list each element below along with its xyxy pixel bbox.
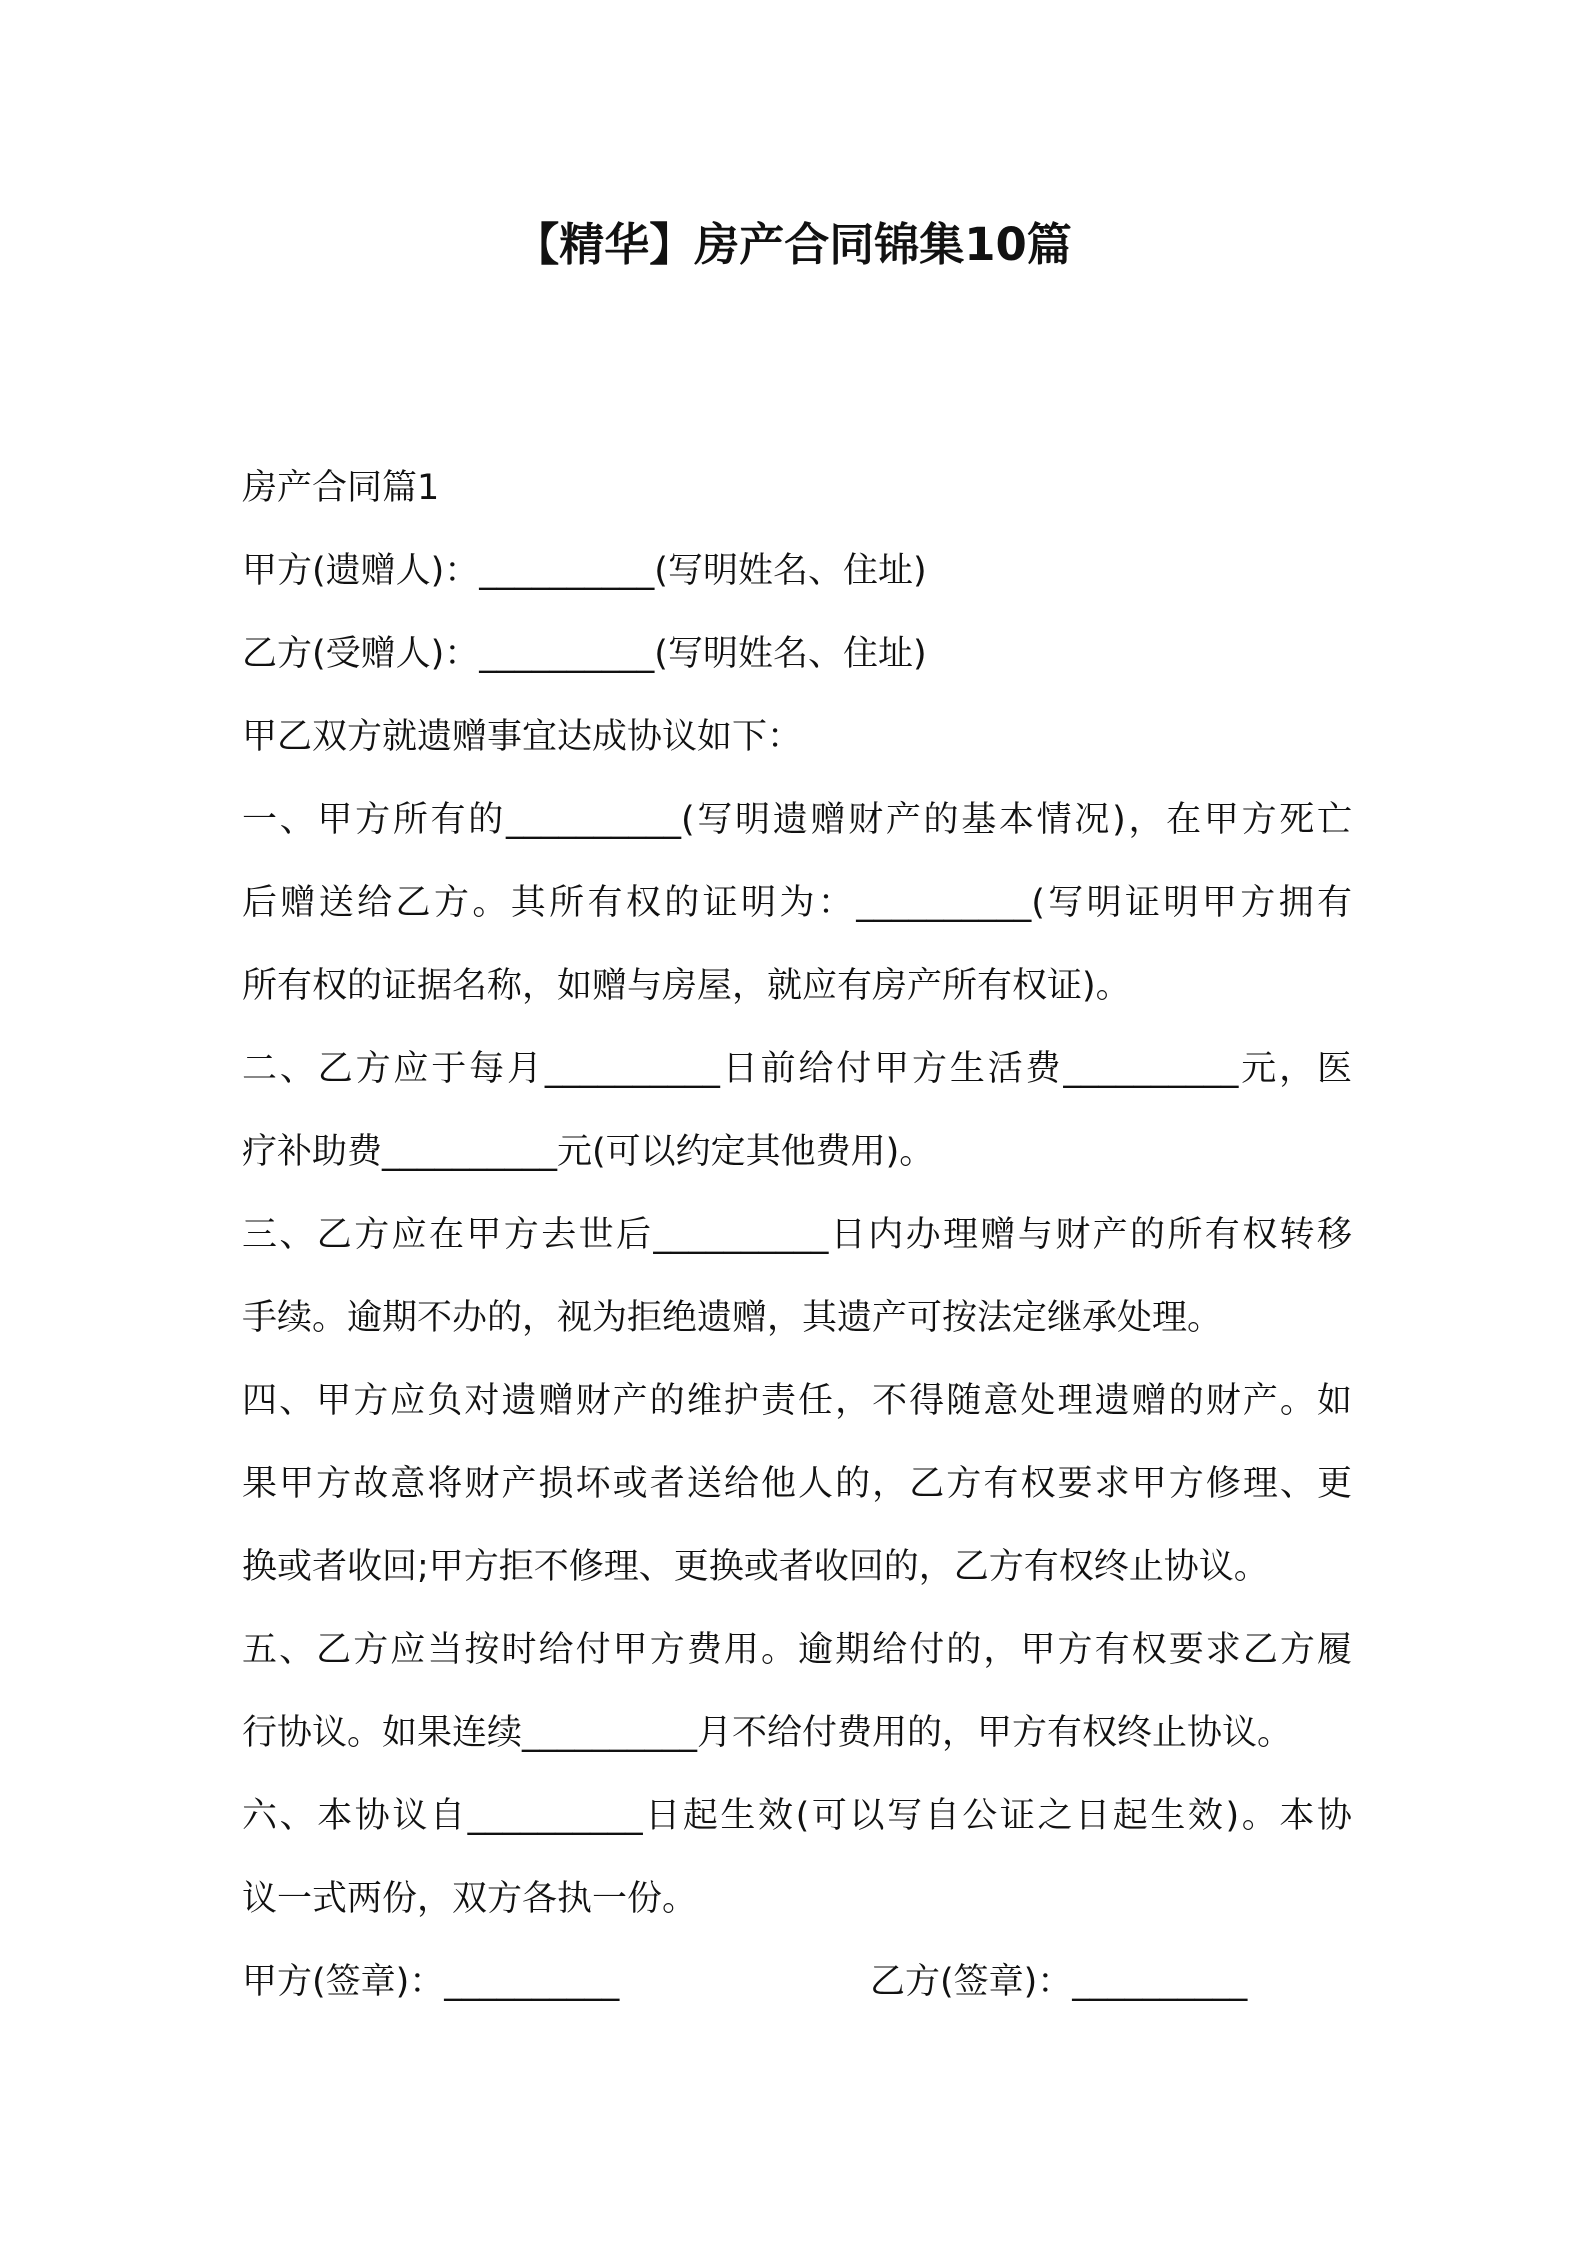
clause-5-line-1: 五、乙方应当按时给付甲方费用。逾期给付的，甲方有权要求乙方履 xyxy=(242,1630,1352,1670)
clause-5-line-2: 行协议。如果连续__________月不给付费用的，甲方有权终止协议。 xyxy=(242,1713,1293,1753)
clause-4-line-3: 换或者收回;甲方拒不修理、更换或者收回的，乙方有权终止协议。 xyxy=(242,1547,1269,1587)
clause-6-line-2: 议一式两份，双方各执一份。 xyxy=(242,1879,698,1919)
clause-2-line-1: 二、乙方应于每月__________日前给付甲方生活费__________元，医 xyxy=(242,1049,1352,1089)
clause-1-line-1: 一、甲方所有的__________(写明遗赠财产的基本情况)，在甲方死亡 xyxy=(242,800,1352,840)
clause-6-line-1: 六、本协议自__________日起生效(可以写自公证之日起生效)。本协 xyxy=(242,1796,1352,1836)
signature-row xyxy=(242,1941,1352,2024)
clause-1-line-2: 后赠送给乙方。其所有权的证明为：__________(写明证明甲方拥有 xyxy=(242,883,1352,923)
party-a-signature: 甲方(签章)：__________ xyxy=(242,1962,620,2002)
clause-3-line-1: 三、乙方应在甲方去世后__________日内办理赠与财产的所有权转移 xyxy=(242,1215,1352,1255)
agreement-intro: 甲乙双方就遗赠事宜达成协议如下： xyxy=(242,717,803,757)
clause-4-line-2: 果甲方故意将财产损坏或者送给他人的，乙方有权要求甲方修理、更 xyxy=(242,1464,1352,1504)
party-a-line: 甲方(遗赠人)：__________(写明姓名、住址) xyxy=(242,551,927,591)
party-b-signature: 乙方(签章)：__________ xyxy=(870,1962,1248,2002)
party-b-line: 乙方(受赠人)：__________(写明姓名、住址) xyxy=(242,634,927,674)
clause-1-line-3: 所有权的证据名称，如赠与房屋，就应有房产所有权证)。 xyxy=(242,966,1131,1006)
document-body xyxy=(242,447,1352,2024)
clause-3-line-2: 手续。逾期不办的，视为拒绝遗赠，其遗产可按法定继承处理。 xyxy=(242,1298,1223,1338)
clause-2-line-2: 疗补助费__________元(可以约定其他费用)。 xyxy=(242,1132,935,1172)
clause-4-line-1: 四、甲方应负对遗赠财产的维护责任，不得随意处理遗赠的财产。如 xyxy=(242,1381,1352,1421)
document-title: 【精华】房产合同锦集10篇 xyxy=(514,218,1072,271)
section-heading: 房产合同篇1 xyxy=(242,468,440,508)
